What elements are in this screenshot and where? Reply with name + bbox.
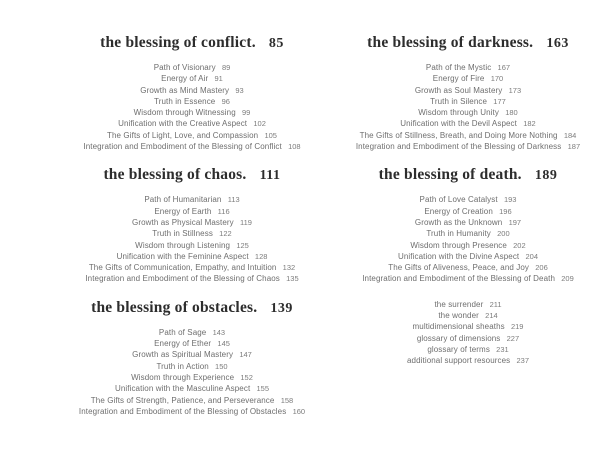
toc-entry-page: 152: [240, 372, 253, 382]
toc-entry: [318, 107, 600, 118]
toc-entry-label: glossary of terms: [427, 344, 490, 354]
toc-entry-page: 122: [219, 229, 232, 239]
toc-entry: [42, 130, 342, 141]
toc-entry: [42, 194, 342, 205]
toc-entry: [318, 130, 600, 141]
toc-entry: [42, 273, 342, 284]
toc-entry: [318, 240, 600, 251]
toc-entry-label: Unification with the Masculine Aspect: [114, 384, 251, 394]
toc-entry-page: 187: [567, 142, 581, 152]
toc-section-death: [318, 165, 600, 284]
section-heading: [318, 33, 600, 53]
toc-entry-list: [318, 194, 600, 284]
toc-entry: [42, 62, 342, 73]
toc-entry-label: Truth in Action: [156, 361, 209, 371]
toc-entry-label: Path of Love Catalyst: [419, 195, 498, 205]
toc-entry: [318, 251, 600, 262]
toc-entry-label: Wisdom through Witnessing: [133, 108, 236, 118]
toc-section-conflict: [42, 33, 342, 152]
toc-entry-label: Wisdom through Unity: [418, 108, 499, 118]
section-heading: [42, 33, 342, 53]
toc-entry-list: [42, 194, 342, 284]
toc-entry: [42, 327, 342, 338]
toc-entry-page: 128: [254, 251, 268, 261]
section-heading: [42, 298, 342, 318]
toc-entry-page: 197: [508, 217, 522, 227]
toc-entry: [318, 228, 600, 239]
toc-entry-page: 155: [256, 384, 270, 394]
toc-entry-label: Energy of Air: [161, 74, 209, 84]
toc-section-chaos: [42, 165, 342, 284]
section-title: the blessing of darkness.: [367, 34, 534, 51]
toc-entry: [42, 206, 342, 217]
toc-entry-page: 184: [563, 130, 577, 140]
toc-entry: [318, 194, 600, 205]
section-page-number: 85: [268, 36, 284, 51]
toc-entry-label: Energy of Fire: [432, 74, 485, 84]
toc-column-left: [42, 33, 342, 429]
toc-entry: [318, 73, 600, 84]
toc-entry-page: 102: [253, 119, 266, 129]
toc-entry-page: 145: [217, 339, 230, 349]
section-page-number: 139: [270, 300, 293, 316]
toc-entry: [318, 85, 600, 96]
toc-entry: [42, 118, 342, 129]
toc-entry-label: The Gifts of Communication, Empathy, and Intuition: [88, 263, 277, 273]
toc-entry: [42, 262, 342, 273]
toc-entry-label: Wisdom through Listening: [135, 240, 231, 250]
toc-entry: [318, 217, 600, 228]
toc-entry-page: 116: [217, 206, 230, 216]
toc-entry-label: Unification with the Feminine Aspect: [116, 251, 249, 261]
toc-entry-page: 119: [240, 217, 252, 227]
toc-entry-label: Path of Visionary: [153, 63, 216, 72]
toc-entry-list: [42, 62, 342, 152]
toc-entry: [42, 73, 342, 84]
toc-entry-label: Unification with the Creative Aspect: [118, 119, 248, 129]
toc-entry-page: 227: [506, 333, 520, 343]
toc-entry-label: Path of Sage: [158, 327, 207, 337]
section-page-number: 189: [534, 168, 558, 184]
toc-entry-label: Integration and Embodiment of the Blessing of Death: [362, 274, 556, 284]
toc-entry: [42, 251, 342, 262]
toc-entry-label: glossary of dimensions: [416, 333, 501, 343]
toc-entry-page: 200: [497, 229, 510, 239]
toc-entry-page: 143: [212, 327, 226, 337]
toc-entry-list: [318, 62, 600, 152]
toc-entry-label: The Gifts of Strength, Patience, and Perseverance: [90, 395, 275, 405]
toc-entry-page: 89: [221, 63, 231, 72]
toc-entry-page: 211: [489, 299, 502, 309]
toc-entry: [318, 262, 600, 273]
toc-entry: [42, 372, 342, 383]
section-title: the blessing of death.: [378, 166, 522, 184]
toc-entry-label: Path of the Mystic: [425, 63, 492, 72]
toc-entry-page: 113: [227, 195, 240, 205]
back-matter-list: [318, 299, 600, 367]
toc-entry-label: Growth as the Unknown: [414, 217, 503, 227]
toc-entry-page: 202: [513, 240, 526, 250]
toc-entry-label: the wonder: [438, 311, 479, 321]
toc-entry-page: 160: [292, 406, 306, 416]
toc-entry: [42, 217, 342, 228]
toc-entry: [42, 383, 342, 394]
toc-entry: [318, 118, 600, 129]
toc-entry-page: 125: [236, 240, 249, 250]
section-title: the blessing of chaos.: [103, 166, 247, 184]
toc-entry-label: Truth in Stillness: [152, 229, 213, 239]
toc-entry-label: Path of Humanitarian: [144, 195, 222, 205]
toc-entry-label: Wisdom through Presence: [410, 240, 507, 250]
toc-entry-page: 209: [561, 274, 574, 284]
toc-entry: [42, 406, 342, 417]
toc-entry: [42, 107, 342, 118]
toc-entry: [42, 361, 342, 372]
toc-entry-page: 219: [510, 322, 524, 332]
toc-entry-page: 150: [215, 361, 228, 371]
section-page-number: 111: [259, 168, 281, 184]
toc-entry-page: 170: [490, 74, 504, 84]
toc-entry-label: The Gifts of Light, Love, and Compassion: [107, 130, 259, 140]
toc-entry-label: Unification with the Devil Aspect: [400, 119, 517, 129]
toc-entry: [42, 240, 342, 251]
toc-entry: [318, 344, 600, 355]
toc-entry-page: 91: [214, 74, 223, 84]
toc-entry-label: Energy of Ether: [154, 339, 212, 349]
toc-entry-page: 206: [535, 263, 548, 273]
toc-column-right: [318, 33, 600, 367]
toc-entry-page: 132: [282, 263, 296, 273]
toc-entry-page: 214: [485, 311, 498, 321]
toc-entry-label: additional support resources: [406, 356, 511, 366]
toc-entry-page: 135: [286, 274, 299, 284]
toc-entry-label: Integration and Embodiment of the Blessing of Chaos: [85, 274, 280, 284]
toc-entry: [42, 141, 342, 152]
toc-entry-label: Truth in Silence: [430, 96, 488, 106]
toc-entry-label: Unification with the Divine Aspect: [398, 251, 520, 261]
toc-entry-label: Wisdom through Experience: [131, 372, 235, 382]
toc-entry-page: 108: [288, 142, 301, 152]
section-title: the blessing of obstacles.: [91, 298, 258, 316]
toc-entry-label: The Gifts of Stillness, Breath, and Doing More Nothing: [359, 130, 558, 140]
toc-section-darkness: [318, 33, 600, 152]
toc-entry-label: Integration and Embodiment of the Blessing of Darkness: [355, 142, 562, 152]
toc-entry: [42, 395, 342, 406]
toc-entry: [42, 85, 342, 96]
toc-entry-page: 96: [221, 96, 230, 106]
toc-entry-page: 180: [505, 108, 518, 118]
toc-entry-label: Truth in Essence: [154, 96, 216, 106]
toc-entry: [42, 349, 342, 360]
toc-entry: [42, 228, 342, 239]
toc-entry: [318, 333, 600, 344]
toc-entry-label: Growth as Physical Mastery: [132, 217, 234, 227]
section-heading: [318, 165, 600, 185]
toc-entry-page: 193: [503, 195, 517, 205]
toc-entry: [42, 96, 342, 107]
toc-entry-page: 204: [525, 251, 538, 261]
toc-entry-page: 177: [493, 96, 506, 106]
toc-entry-label: Growth as Mind Mastery: [140, 85, 230, 95]
toc-entry-label: multidimensional sheaths: [412, 322, 505, 332]
toc-entry-page: 93: [235, 85, 244, 95]
toc-entry-page: 173: [508, 85, 522, 95]
toc-entry-label: Energy of Earth: [154, 206, 212, 216]
toc-entry-page: 231: [496, 344, 509, 354]
toc-entry: [318, 96, 600, 107]
toc-entry: [318, 273, 600, 284]
toc-entry: [318, 206, 600, 217]
section-heading: [42, 165, 342, 185]
toc-entry: [318, 321, 600, 332]
toc-entry-page: 167: [497, 63, 511, 72]
toc-entry-page: 99: [241, 108, 251, 118]
toc-entry-label: the surrender: [434, 299, 484, 309]
toc-section-obstacles: [42, 298, 342, 417]
toc-entry-list: [42, 327, 342, 417]
toc-entry-page: 182: [523, 119, 536, 129]
toc-entry-page: 237: [516, 356, 530, 366]
section-page-number: 163: [546, 36, 569, 51]
toc-entry-label: Integration and Embodiment of the Blessing of Conflict: [83, 142, 282, 152]
section-title: the blessing of conflict.: [100, 34, 256, 51]
toc-entry-page: 105: [264, 130, 277, 140]
toc-entry-label: Growth as Soul Mastery: [414, 85, 503, 95]
toc-entry: [318, 355, 600, 366]
toc-entry-page: 158: [280, 395, 294, 405]
toc-entry-page: 196: [499, 206, 512, 216]
toc-entry-label: Truth in Humanity: [426, 229, 491, 239]
toc-entry-label: The Gifts of Aliveness, Peace, and Joy: [388, 263, 529, 273]
toc-entry: [318, 141, 600, 152]
toc-entry: [318, 299, 600, 310]
toc-entry-page: 147: [239, 350, 252, 360]
toc-entry: [318, 62, 600, 73]
toc-entry-label: Integration and Embodiment of the Blessing of Obstacles: [78, 406, 287, 416]
toc-entry: [42, 338, 342, 349]
toc-entry-label: Growth as Spiritual Mastery: [132, 350, 234, 360]
toc-entry-label: Energy of Creation: [424, 206, 493, 216]
toc-entry: [318, 310, 600, 321]
